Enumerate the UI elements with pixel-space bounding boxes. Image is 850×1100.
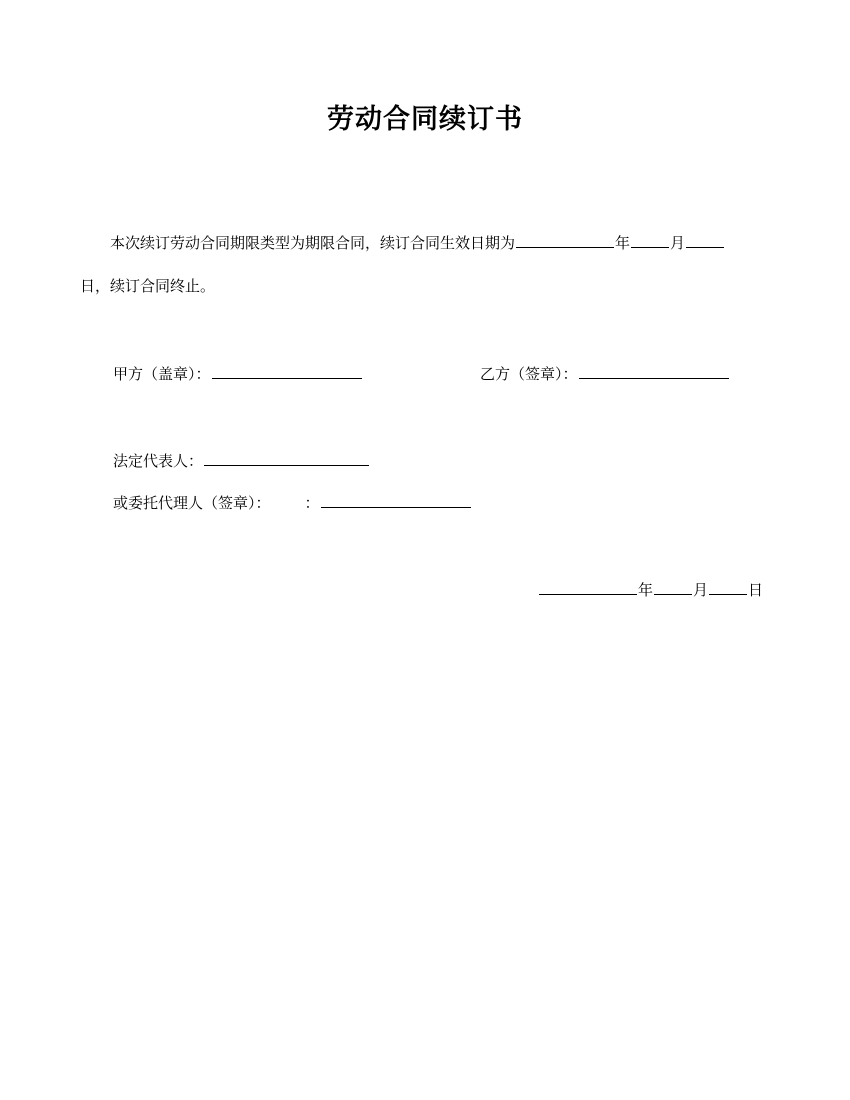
signing-year-unit: 年 xyxy=(638,581,654,599)
authorized-agent-label: 或委托代理人（签章）： xyxy=(113,494,271,512)
renewal-paragraph-ending: 日，续订合同终止。 xyxy=(80,277,216,295)
party-a-seal-blank[interactable] xyxy=(212,362,362,379)
effective-year-blank[interactable] xyxy=(516,231,614,248)
party-b-label: 乙方（签章）： xyxy=(480,365,578,383)
signing-date xyxy=(538,578,763,602)
party-b-signature-blank[interactable] xyxy=(579,362,729,379)
party-b-signature xyxy=(480,362,730,386)
legal-representative-blank[interactable] xyxy=(204,449,369,466)
signing-day-unit: 日 xyxy=(748,581,764,599)
effective-year-unit: 年 xyxy=(615,234,631,252)
party-a-label: 甲方（盖章）： xyxy=(113,365,211,383)
authorized-agent-blank[interactable] xyxy=(321,491,471,508)
legal-representative-row xyxy=(113,449,370,473)
signing-day-blank[interactable] xyxy=(709,578,747,595)
effective-month-blank[interactable] xyxy=(631,231,669,248)
renewal-paragraph-line-2 xyxy=(80,274,215,298)
party-a-signature xyxy=(113,362,363,386)
authorized-agent-colon: ： xyxy=(304,494,320,512)
renewal-paragraph-line-1 xyxy=(110,231,725,255)
legal-representative-label: 法定代表人： xyxy=(113,452,204,470)
signing-month-unit: 月 xyxy=(693,581,709,599)
authorized-agent-row xyxy=(113,491,472,515)
document-title: 劳动合同续订书 xyxy=(327,104,523,135)
signing-month-blank[interactable] xyxy=(654,578,692,595)
renewal-paragraph-text: 本次续订劳动合同期限类型为期限合同，续订合同生效日期为 xyxy=(110,234,516,252)
signing-year-blank[interactable] xyxy=(539,578,637,595)
effective-day-blank[interactable] xyxy=(686,231,724,248)
effective-month-unit: 月 xyxy=(670,234,686,252)
